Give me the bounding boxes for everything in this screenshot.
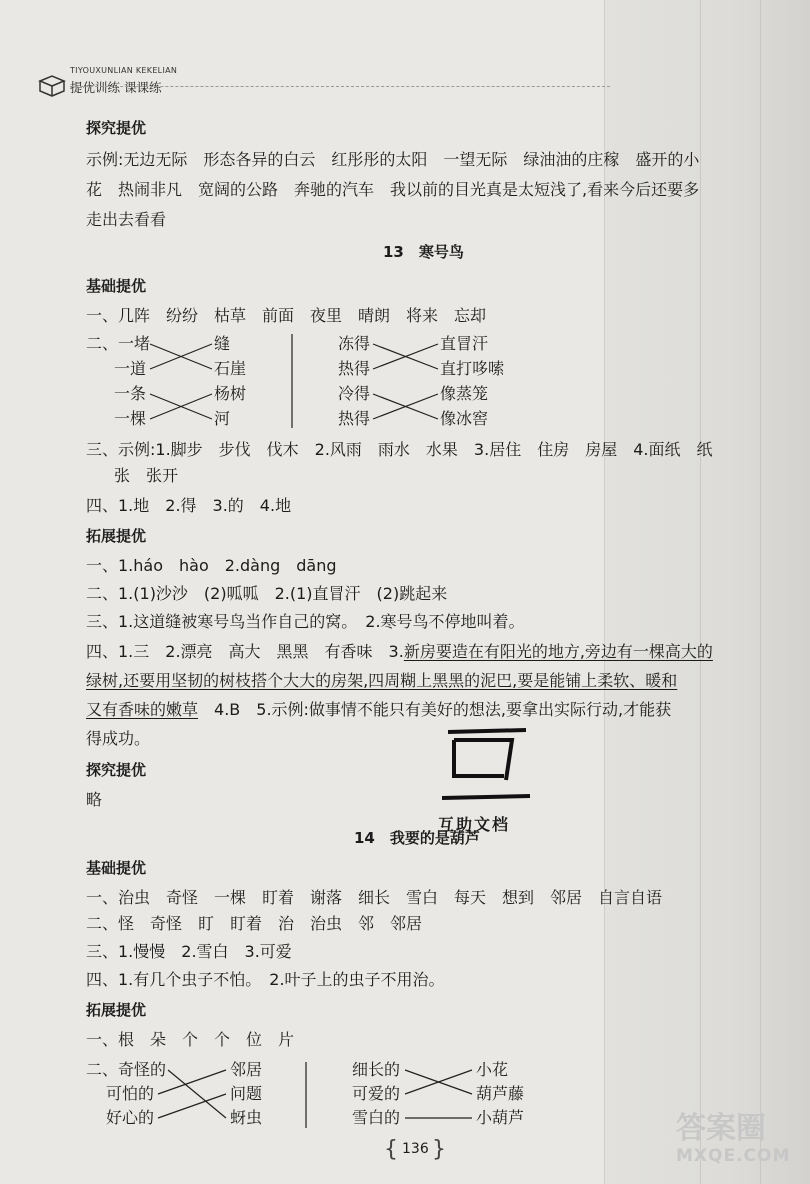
match1-right-3: 杨树 [214,384,247,403]
match4-left-1: 细长的 [352,1060,401,1079]
match2-right-4: 像冰窖 [440,409,489,428]
match4-right-2: 葫芦藤 [476,1084,525,1103]
match3-right-3: 蚜虫 [230,1108,263,1127]
extend-answer-1: 一、1.háo hào 2.dàng dāng [86,556,337,575]
explore-line-3: 走出去看看 [86,210,167,229]
match3-left-3: 好心的 [106,1108,155,1127]
extend-answer-6-underlined: 又有香味的嫩草 [86,700,199,719]
basic-heading-1: 基础提优 [86,277,147,295]
extend-answer-3: 三、1.这道缝被寒号鸟当作自己的窝。 2.寒号鸟不停地叫着。 [86,612,525,631]
basic2-answer-1: 一、治虫 奇怪 一棵 盯着 谢落 细长 雪白 每天 想到 邻居 自言自语 [86,888,663,907]
logo-english: TIYOUXUNLIAN KEKELIAN [70,66,178,75]
watermark-title: 答案圈 [676,1111,766,1146]
site-watermark [676,1112,790,1166]
extend-answer-2: 二、1.(1)沙沙 (2)呱呱 2.(1)直冒汗 (2)跳起来 [86,584,448,603]
match2-left-1: 冻得 [338,334,371,353]
extend-answer-5-underlined: 绿树,还要用坚韧的树枝搭个大大的房架,四周糊上黑黑的泥巴,要是能铺上柔软、暖和 [86,671,678,690]
match4-right-3: 小葫芦 [476,1108,525,1127]
match3-left-2: 可怕的 [106,1084,155,1103]
explore-line-2: 花 热闹非凡 宽阔的公路 奔驰的汽车 我以前的目光真是太短浅了,看来今后还要多 [86,180,700,199]
basic-heading-2: 基础提优 [86,859,147,877]
match2-left-4: 热得 [338,409,371,428]
page-number-brace-right: } [432,1137,446,1162]
match1-left-3: 一条 [114,384,147,403]
match1-right-2: 石崖 [214,359,247,378]
basic2-answer-4: 四、1.有几个虫子不怕。 2.叶子上的虫子不用治。 [86,970,445,989]
basic-answer-3b: 张 张开 [114,466,179,485]
match3-right-2: 问题 [230,1084,263,1103]
match1-left-4: 一棵 [114,409,147,428]
match4-right-1: 小花 [476,1060,509,1079]
extend-answer-4-underlined: 新房要造在有阳光的地方,旁边有一棵高大的 [403,642,713,661]
lesson-14-title: 14 我要的是葫芦 [354,829,480,847]
match2-left-2: 热得 [338,359,371,378]
basic2-answer-3: 三、1.慢慢 2.雪白 3.可爱 [86,942,292,961]
match2-right-2: 直打哆嗦 [440,359,505,378]
extend2-answer-1: 一、根 朵 个 个 位 片 [86,1030,295,1049]
basic2-answer-2: 二、怪 奇怪 盯 盯着 治 治虫 邻 邻居 [86,914,423,933]
match4-left-2: 可爱的 [352,1084,401,1103]
page-number: 136 [402,1141,429,1157]
lesson-13-title: 13 寒号鸟 [383,243,464,261]
extend-heading-2: 拓展提优 [86,1001,147,1019]
stamp-caption: 互助文档 [438,815,511,834]
match2-left-3: 冷得 [338,384,371,403]
extend-heading-1: 拓展提优 [86,527,147,545]
match4-left-3: 雪白的 [352,1108,401,1127]
match3-right-1: 邻居 [230,1060,263,1079]
extend-answer-4-prefix: 四、1.三 2.漂亮 高大 黑黑 有香味 3. [86,642,404,661]
extend-answer-6-rest: 4.B 5.示例:做事情不能只有美好的想法,要拿出实际行动,才能获 [198,700,672,719]
match1-right-1: 缝 [214,334,231,353]
match1-right-4: 河 [214,409,231,428]
extend-answer-7: 得成功。 [86,729,151,748]
basic-answer-1: 一、几阵 纷纷 枯草 前面 夜里 晴朗 将来 忘却 [86,306,487,325]
explore-answer-2: 略 [86,790,103,809]
match-line [158,1094,226,1118]
logo-chinese: 提优训练 课课练 [70,80,162,95]
explore-line-1: 示例:无边无际 形态各异的白云 红彤彤的太阳 一望无际 绿油油的庄稼 盛开的小 [86,150,700,169]
explore-heading-2: 探究提优 [86,761,147,779]
basic-answer-4: 四、1.地 2.得 3.的 4.地 [86,496,292,515]
match2-right-1: 直冒汗 [440,334,489,353]
match3-left-1: 二、奇怪的 [86,1060,167,1079]
match1-left-2: 一道 [114,359,147,378]
match2-right-3: 像蒸笼 [440,384,489,403]
explore-heading: 探究提优 [86,119,147,137]
match1-left-1: 二、一堵 [86,334,151,353]
basic-answer-3a: 三、示例:1.脚步 步伐 伐木 2.风雨 雨水 水果 3.居住 住房 房屋 4.面纸 纸 [86,440,713,459]
page-number-brace-left: { [384,1137,398,1162]
watermark-url: MXQE.COM [676,1146,791,1166]
